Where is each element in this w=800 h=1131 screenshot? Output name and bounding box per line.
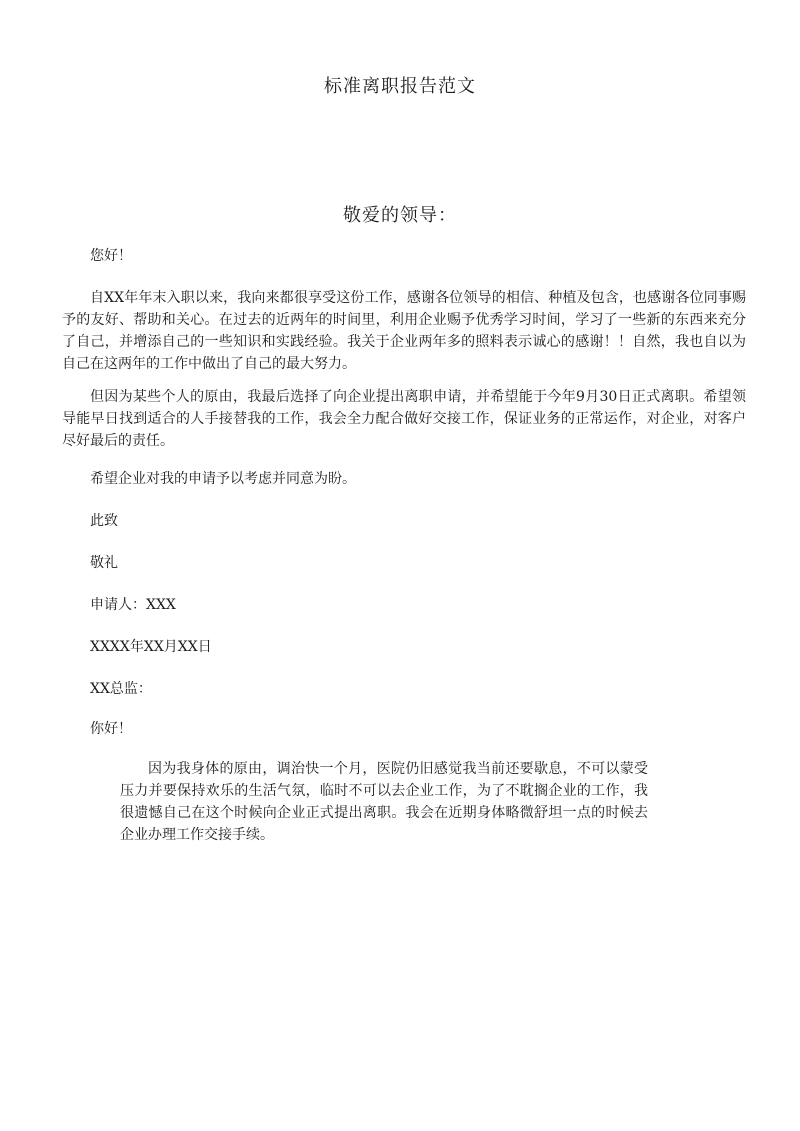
paragraph-1: 自XX年年末入职以来，我向来都很享受这份工作，感谢各位领导的相信、种植及包含，也感谢各位同事赐予的友好、帮助和关心。在过去的近两年的时间里，利用企业赐予优秀学习时间，学习了一些新的东西来充分了自己，并增添自己的一些知识和实践经验。我关于企业两年多的照料表示诚心的感谢！！自然，我也自以为自己在这两年的工作中做出了自己的最大努力。 xyxy=(62,290,746,372)
letter-heading: 敬爱的领导： xyxy=(343,205,457,226)
paragraph-4: 因为我身体的原由，调治快一个月，医院仍旧感觉我当前还要歇息，不可以蒙受压力并要保持欢乐的生活气氛，临时不可以去企业工作，为了不耽搁企业的工作，我很遗憾自己在这个时候向企业正式提出离职。我会在近期身体略微舒坦一点的时候去企业办理工作交接手续。 xyxy=(120,761,648,843)
applicant-line: 申请人：XXX xyxy=(90,597,176,613)
second-salutation: XX总监： xyxy=(90,681,152,697)
second-greeting: 你好！ xyxy=(90,721,132,737)
document-title: 标准离职报告范文 xyxy=(324,76,476,97)
greeting: 您好！ xyxy=(90,248,132,264)
date-line: XXXX年XX月XX日 xyxy=(90,639,212,655)
paragraph-2: 但因为某些个人的原由，我最后选择了向企业提出离职申请，并希望能于今年9月30日正式离职。希望领导能早日找到适合的人手接替我的工作，我会全力配合做好交接工作，保证业务的正常运作，对企业，对客户尽好最后的责任。 xyxy=(62,389,746,449)
paragraph-3: 希望企业对我的申请予以考虑并同意为盼。 xyxy=(90,471,356,487)
closing-line-1: 此致 xyxy=(90,513,118,529)
closing-line-2: 敬礼 xyxy=(90,555,118,571)
